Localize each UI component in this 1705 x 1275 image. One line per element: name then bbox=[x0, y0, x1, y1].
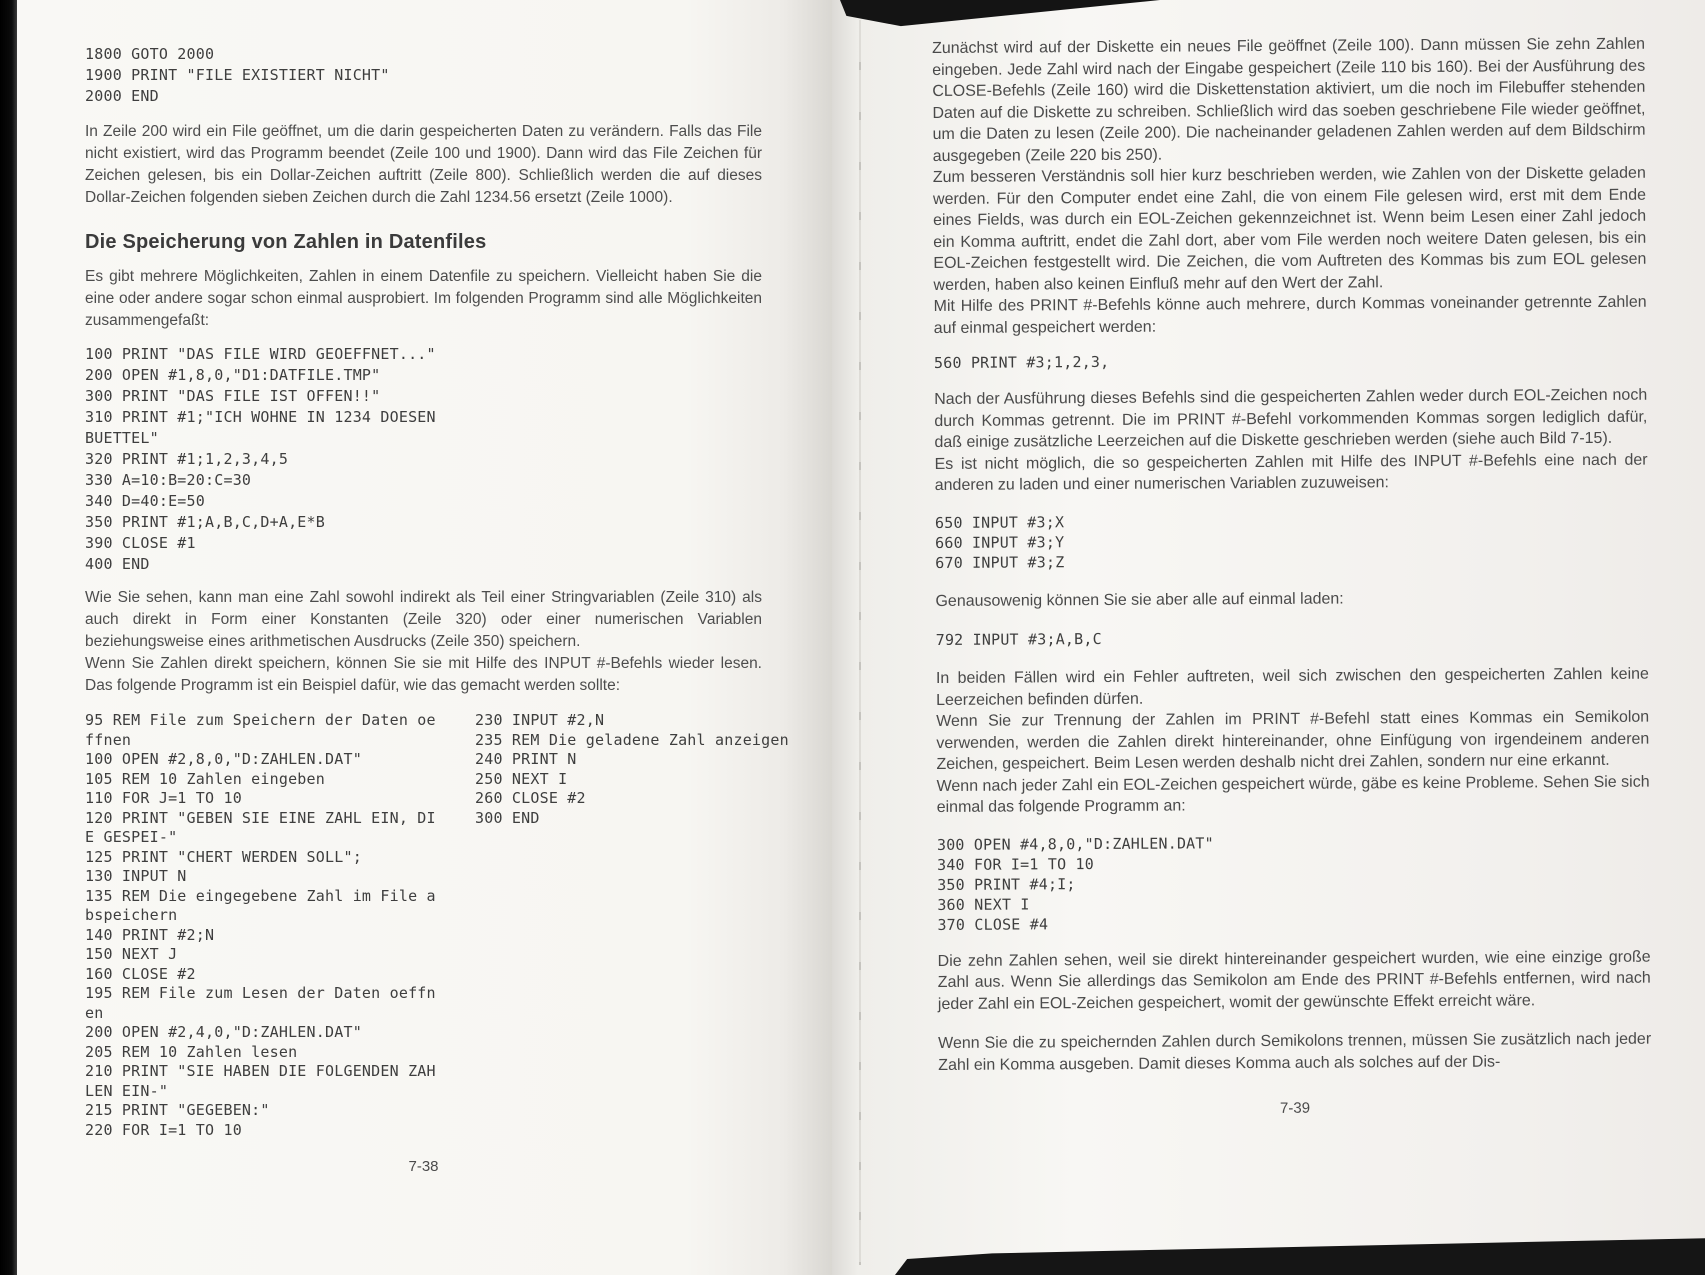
code-line: 260 CLOSE #2 bbox=[475, 789, 586, 807]
paragraph: Mit Hilfe des PRINT #-Befehls könne auch mehrere, durch Kommas voneinander getrennte Zahlen auf einmal gespeichert werden: bbox=[933, 293, 1647, 337]
code-line: 205 REM 10 Zahlen lesen bbox=[85, 1042, 298, 1061]
code-line: 340 D=40:E=50 bbox=[85, 492, 205, 510]
code-line: 195 REM File zum Lesen der Daten oeffn bbox=[85, 984, 436, 1002]
code-line: 1800 GOTO 2000 bbox=[85, 45, 215, 63]
code-line: 135 REM Die eingegebene Zahl im File a bbox=[85, 886, 436, 905]
paragraph-group-fehler bbox=[936, 664, 1650, 819]
code-listing-print-open bbox=[85, 344, 762, 575]
code-line: 200 OPEN #2,4,0,"D:ZAHLEN.DAT" bbox=[85, 1023, 362, 1041]
page-number-right: 7-39 bbox=[1279, 1099, 1311, 1117]
code-line: 250 NEXT I bbox=[475, 769, 568, 788]
paragraph-input-befehl: Wenn Sie Zahlen direkt speichern, können Sie sie mit Hilfe des INPUT #-Befehls wieder lesen. Das folgende Programm ist ein Beispiel dafür, wie das gemacht werden sollte: bbox=[85, 655, 762, 694]
code-line: 220 FOR I=1 TO 10 bbox=[85, 1120, 242, 1139]
code-line: 350 PRINT #1;A,B,C,D+A,E*B bbox=[85, 513, 325, 531]
paragraph: Zum besseren Verständnis soll hier kurz beschrieben werden, wie Zahlen von der Diskette geladen werden. Für den Computer endet eine Zahl, die von einem File gelesen wird, erst mit dem Ende eines Fields, was durch ein EOL-Zeichen gekennzeichnet ist. Wenn beim Lesen einer Zahl jedoch ein Komma auftritt, endet die Zahl dort, aber vom File werden noch weitere Daten gelesen, bis ein EOL-Zeichen festgestellt wird. Die Zeichen, die vom Auftreten des Kommas bis zum EOL gelesen werden, haben also keinen Einfluß mehr auf den Wert der Zahl. bbox=[932, 164, 1647, 294]
code-line: 300 END bbox=[475, 808, 540, 827]
paragraph: Wenn Sie zur Trennung der Zahlen im PRINT #-Befehl statt eines Kommas ein Semikolon verwenden, werden die Zahlen direkt hintereinander, ohne Einfügung von irgendeinem anderen Zeichen, gespeichert. Beim Lesen werden deshalb nicht drei Zahlen, sondern nur eine erkannt. bbox=[936, 708, 1650, 773]
code-line: 150 NEXT J bbox=[85, 945, 178, 963]
paragraph-group-ausfuehrung bbox=[934, 385, 1648, 497]
right-page bbox=[832, 0, 1705, 1275]
paragraph-moeglichkeiten: Es gibt mehrere Möglichkeiten, Zahlen in einem Datenfile zu speichern. Vielleicht haben Sie die eine oder andere sogar schon einmal ausprobiert. Im folgenden Programm sind alle Möglichkeiten zusammengefaßt: bbox=[85, 268, 762, 329]
code-line: en bbox=[85, 1003, 104, 1022]
code-line: 320 PRINT #1;1,2,3,4,5 bbox=[85, 450, 289, 468]
code-line: LEN EIN-" bbox=[85, 1081, 169, 1100]
paragraph-group-speichern bbox=[85, 587, 762, 697]
code-listing-goto bbox=[85, 44, 762, 107]
code-line: 215 PRINT "GEGEBEN:" bbox=[85, 1101, 270, 1119]
code-line: 300 OPEN #4,8,0,"D:ZAHLEN.DAT" bbox=[936, 833, 1214, 854]
code-line: 300 PRINT "DAS FILE IST OFFEN!!" bbox=[85, 387, 381, 405]
code-line: 105 REM 10 Zahlen eingeben bbox=[85, 769, 325, 788]
code-column-right bbox=[475, 711, 789, 1140]
code-listing-input-xyz bbox=[935, 508, 1648, 572]
left-black-book-edge bbox=[0, 0, 17, 1275]
code-line: 2000 END bbox=[85, 87, 159, 105]
code-line: 1900 PRINT "FILE EXISTIERT NICHT" bbox=[85, 66, 390, 84]
paragraph-wie-sie-sehen: Wie Sie sehen, kann man eine Zahl sowohl indirekt als Teil einer Stringvariablen (Zeile 310) als auch direkt in Form einer Konstanten (Zeile 320) oder einer numerischen Variablen beziehungsweise eines arithmetischen Ausdrucks (Zeile 350) speichern. bbox=[85, 589, 762, 650]
code-line: 310 PRINT #1;"ICH WOHNE IN 1234 DOESEN bbox=[85, 408, 436, 426]
code-line: 660 INPUT #3;Y bbox=[935, 532, 1065, 552]
paragraph: In beiden Fällen wird ein Fehler auftreten, weil sich zwischen den gespeicherten Zahlen keine Leerzeichen befinden dürfen. bbox=[935, 665, 1649, 709]
code-column-left bbox=[85, 711, 475, 1140]
paragraph: Wenn nach jeder Zahl ein EOL-Zeichen gespeichert würde, gäbe es keine Probleme. Sehen Sie sich einmal das folgende Programm an: bbox=[936, 773, 1650, 816]
code-line: 560 PRINT #3;1,2,3, bbox=[933, 352, 1110, 372]
code-line: 390 CLOSE #1 bbox=[85, 534, 196, 552]
code-line: 370 CLOSE #4 bbox=[937, 914, 1049, 934]
code-line: 235 REM Die geladene Zahl anzeigen bbox=[475, 730, 789, 749]
code-line: 160 CLOSE #2 bbox=[85, 964, 196, 983]
paragraph: Nach der Ausführung dieses Befehls sind die gespeicherten Zahlen weder durch EOL-Zeichen noch durch Kommas getrennt. Die im PRINT #-Befehl vorkommenden Kommas sorgen lediglich dafür, daß einige zusätzliche Leerzeichen auf die Diskette geschrieben werden (siehe auch Bild 7-15). bbox=[934, 386, 1648, 451]
code-line: ffnen bbox=[85, 730, 132, 749]
paragraph: Es ist nicht möglich, die so gespeicherten Zahlen mit Hilfe des INPUT #-Befehls eine nach der anderen zu laden und einer numerischen Variablen zuzuweisen: bbox=[934, 451, 1648, 494]
code-line: 100 OPEN #2,8,0,"D:ZAHLEN.DAT" bbox=[85, 750, 362, 768]
code-line: 100 PRINT "DAS FILE WIRD GEOEFFNET..." bbox=[85, 345, 436, 363]
code-line: 95 REM File zum Speichern der Daten oe bbox=[85, 711, 436, 729]
code-listing-560 bbox=[934, 349, 1647, 373]
code-line: 670 INPUT #3;Z bbox=[935, 552, 1065, 572]
code-listing-open-4 bbox=[937, 830, 1651, 934]
paragraph: Zunächst wird auf der Diskette ein neues File geöffnet (Zeile 100). Dann müssen Sie zehn Zahlen eingeben. Jede Zahl wird nach der Eingabe gespeichert (Zeile 110 bis 160). Bei der Ausführung des CLOSE-Befehls (Zeile 160) wird die Diskettenstation aktiviert, um die noch im Filebuffer stehenden Daten auf die Diskette zu schreiben. Schließlich wird das soeben geschriebene File wieder geöffnet, um die Daten zu lesen (Zeile 200). Die nacheinander geladenen Zahlen werden auf dem Bildschirm ausgegeben (Zeile 220 bis 250). bbox=[932, 35, 1646, 165]
page-number-left: 7-38 bbox=[408, 1158, 439, 1175]
code-line: 240 PRINT N bbox=[475, 750, 577, 768]
code-listing-792 bbox=[936, 626, 1649, 650]
code-listing-two-columns bbox=[85, 711, 789, 1140]
code-line: 400 END bbox=[85, 555, 150, 573]
section-heading: Die Speicherung von Zahlen in Datenfiles bbox=[85, 231, 487, 253]
code-line: 125 PRINT "CHERT WERDEN SOLL"; bbox=[85, 847, 362, 866]
code-line: 792 INPUT #3;A,B,C bbox=[935, 629, 1102, 649]
code-line: 110 FOR J=1 TO 10 bbox=[85, 789, 242, 807]
code-line: 650 INPUT #3;X bbox=[934, 512, 1065, 532]
code-line: 140 PRINT #2;N bbox=[85, 925, 215, 944]
code-line: 130 INPUT N bbox=[85, 867, 187, 885]
code-line: 340 FOR I=1 TO 10 bbox=[936, 854, 1095, 874]
code-line: 120 PRINT "GEBEN SIE EINE ZAHL EIN, DI bbox=[85, 808, 436, 827]
code-line: 230 INPUT #2,N bbox=[475, 711, 605, 729]
paragraph-semikolons: Wenn Sie die zu speichernden Zahlen durch Semikolons trennen, müssen Sie zusätzlich nach jeder Zahl ein Komma ausgeben. Damit dieses Komma auch als solches auf der Dis- bbox=[938, 1030, 1652, 1074]
code-line: 350 PRINT #4;I; bbox=[937, 874, 1076, 894]
paragraph-file-veraendern: In Zeile 200 wird ein File geöffnet, um die darin gespeicherten Daten zu verändern. Falls das File nicht existiert, wird das Programm beendet (Zeile 100 und 1900). Dann wird das File Zeichen für Zeichen gelesen, bis ein Dollar-Zeichen auftritt (Zeile 800). Schließlich werden die auf dieses Dollar-Zeichen folgenden sieben Zeichen durch die Zahl 1234.56 ersetzt (Zeile 1000). bbox=[85, 123, 762, 206]
code-line: BUETTEL" bbox=[85, 429, 159, 447]
code-line: 330 A=10:B=20:C=30 bbox=[85, 471, 252, 489]
paragraph-zehn-zahlen: Die zehn Zahlen sehen, weil sie direkt hintereinander gespeichert wurden, wie eine einzige große Zahl aus. Wenn Sie allerdings das Semikolon am Ende des PRINT #-Befehls entfernen, wird nach jeder Zahl ein EOL-Zeichen gespeichert, womit der gewünschte Effekt erreicht wäre. bbox=[937, 948, 1651, 1013]
left-page bbox=[17, 0, 832, 1275]
code-line: 200 OPEN #1,8,0,"D1:DATFILE.TMP" bbox=[85, 366, 381, 384]
code-line: 360 NEXT I bbox=[937, 894, 1030, 914]
code-line: E GESPEI-" bbox=[85, 828, 178, 846]
paragraph-genausowenig: Genausowenig können Sie sie aber alle auf einmal laden: bbox=[935, 589, 1344, 610]
right-page-content bbox=[932, 34, 1652, 1119]
code-line: 210 PRINT "SIE HABEN DIE FOLGENDEN ZAH bbox=[85, 1062, 436, 1080]
code-line: bspeichern bbox=[85, 906, 178, 924]
paragraph-group-diskette bbox=[932, 34, 1647, 339]
